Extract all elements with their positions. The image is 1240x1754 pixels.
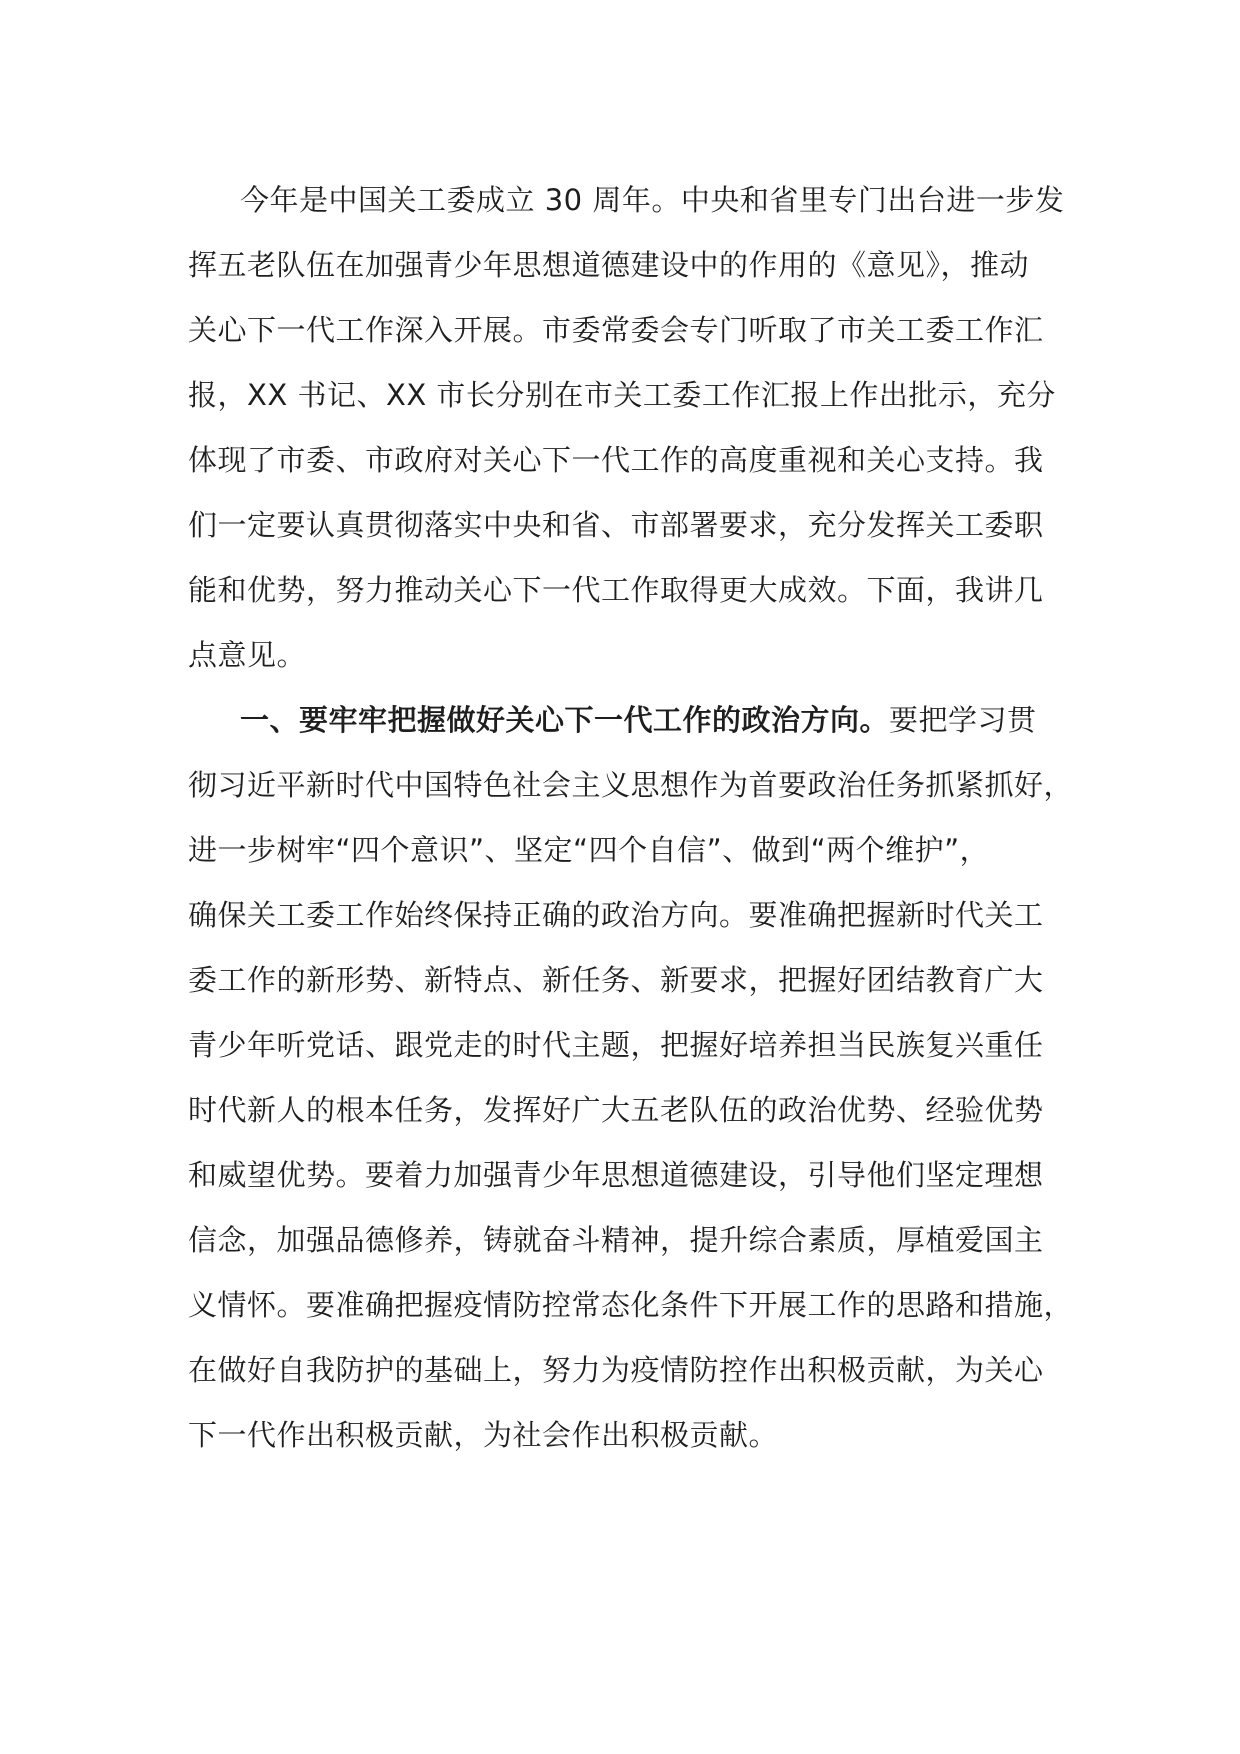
text-fragment: 要把学习贯	[889, 703, 1037, 737]
text-line: 青少年听党话、跟党走的时代主题，把握好培养担当民族复兴重任	[188, 1028, 1044, 1062]
text-line: 体现了市委、市政府对关心下一代工作的高度重视和关心支持。我	[188, 443, 1044, 477]
text-line: 确保关工委工作始终保持正确的政治方向。要准确把握新时代关工	[188, 898, 1044, 932]
text-line: 挥五老队伍在加强青少年思想道德建设中的作用的《意见》，推动	[188, 248, 1030, 282]
text-line: 下一代作出积极贡献，为社会作出积极贡献。	[188, 1418, 779, 1452]
document-body	[188, 168, 1074, 1468]
text-line: 报，XX 书记、XX 市长分别在市关工委工作汇报上作出批示，充分	[188, 378, 1056, 412]
text-line: 能和优势，努力推动关心下一代工作取得更大成效。下面，我讲几	[188, 573, 1044, 607]
text-line: 进一步树牢“四个意识”、坚定“四个自信”、做到“两个维护”，	[188, 833, 990, 867]
text-line: 义情怀。要准确把握疫情防控常态化条件下开展工作的思路和措施，	[188, 1288, 1074, 1322]
section-heading: 一、要牢牢把握做好关心下一代工作的政治方向。	[240, 703, 890, 737]
text-line: 在做好自我防护的基础上，努力为疫情防控作出积极贡献，为关心	[188, 1353, 1044, 1387]
text-line: 和威望优势。要着力加强青少年思想道德建设，引导他们坚定理想	[188, 1158, 1044, 1192]
text-line	[188, 688, 1056, 753]
text-line: 信念，加强品德修养，铸就奋斗精神，提升综合素质，厚植爱国主	[188, 1223, 1044, 1257]
text-line: 关心下一代工作深入开展。市委常委会专门听取了市关工委工作汇	[188, 313, 1044, 347]
text-line: 们一定要认真贯彻落实中央和省、市部署要求，充分发挥关工委职	[188, 508, 1044, 542]
text-line: 点意见。	[188, 638, 307, 672]
text-line: 今年是中国关工委成立 30 周年。中央和省里专门出台进一步发	[240, 183, 1065, 217]
paragraph-section-one	[188, 688, 1074, 1468]
text-line: 委工作的新形势、新特点、新任务、新要求，把握好团结教育广大	[188, 963, 1044, 997]
text-line: 彻习近平新时代中国特色社会主义思想作为首要政治任务抓紧抓好，	[188, 768, 1074, 802]
text-line: 时代新人的根本任务，发挥好广大五老队伍的政治优势、经验优势	[188, 1093, 1044, 1127]
paragraph-intro	[188, 168, 1065, 688]
